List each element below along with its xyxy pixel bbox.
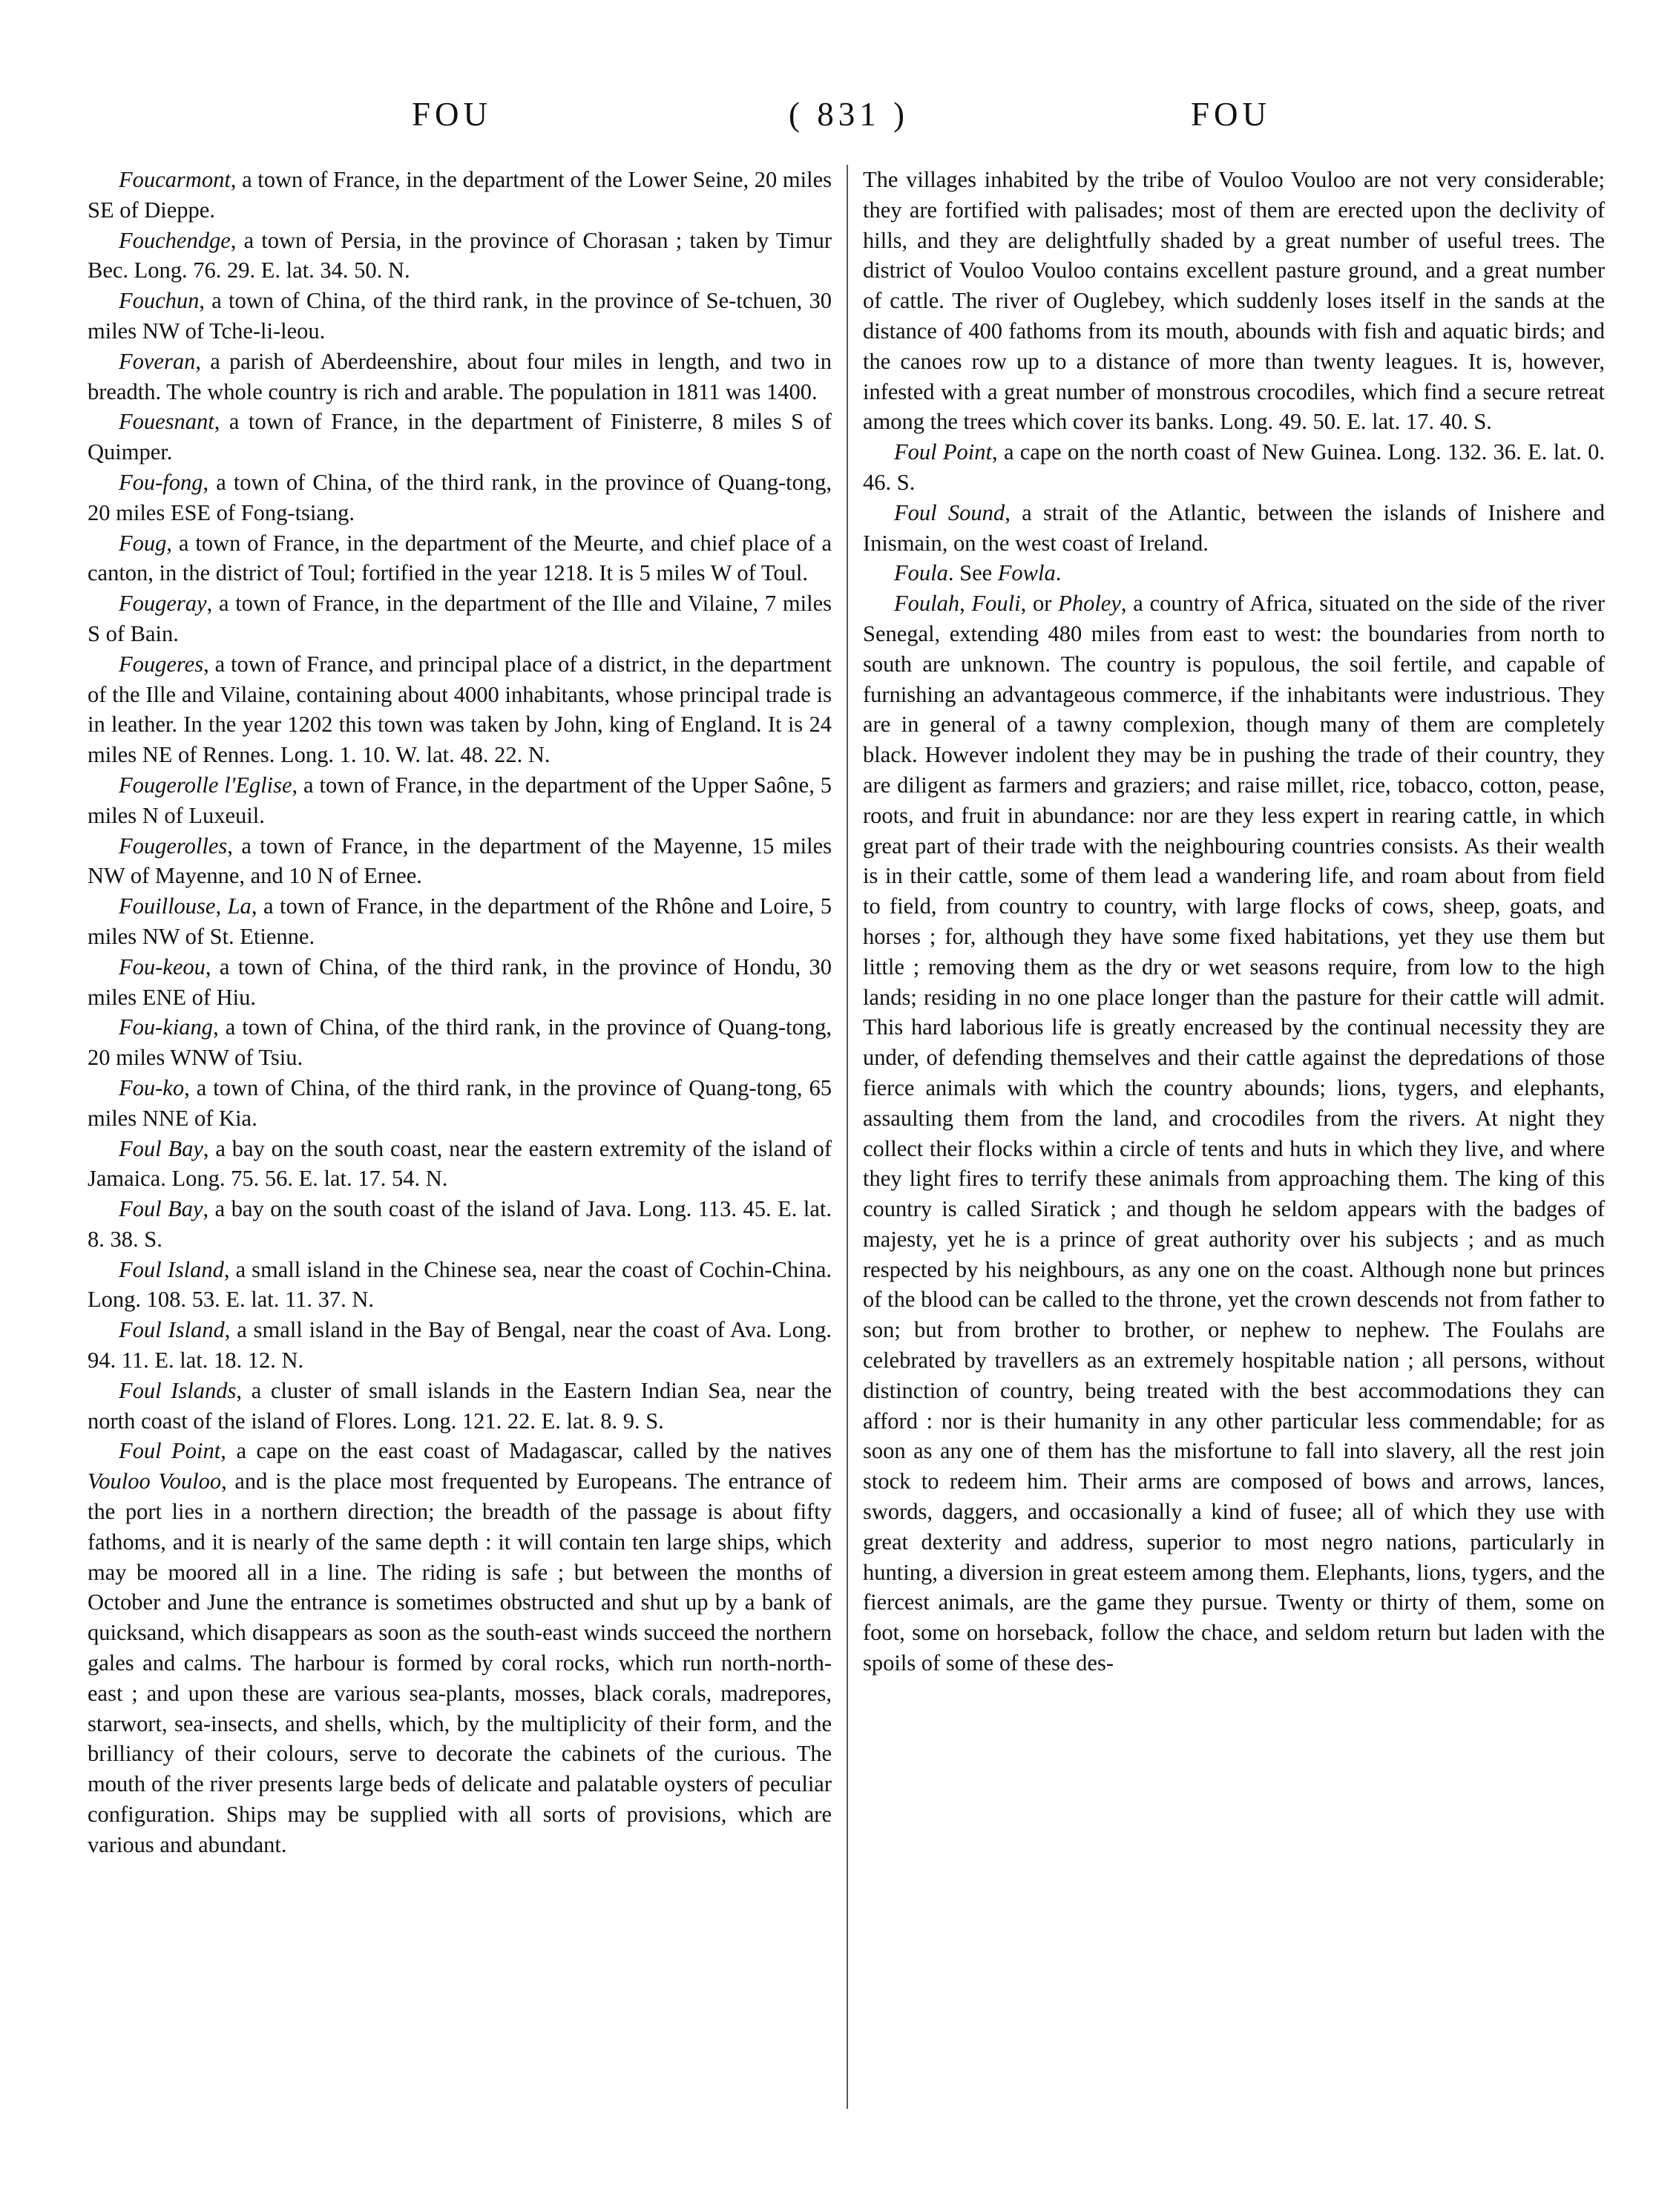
entry-text: , a town of France, in the department of the Ille and Vilaine, 7 miles S of Bain. <box>88 591 832 646</box>
entry <box>88 831 832 892</box>
headword: Foucarmont <box>119 167 231 192</box>
entry-continuation: The villages inhabited by the tribe of Vouloo Vouloo are not very considerable; they are fortified with palisades; most of them are erected upon the declivity of hills, and they are delightfully shaded by a great number of useful trees. The district of Vouloo Vouloo contains excellent pasture ground, and a great number of cattle. The river of Ouglebey, which suddenly loses itself in the sands at the distance of 400 fathoms from its mouth, abounds with fish and aquatic birds; and the canoes row up to a distance of more than twenty leagues. It is, however, infested with a great number of monstrous crocodiles, which find a secure retreat among the trees which cover its banks. Long. 49. 50. E. lat. 17. 40. S. <box>863 167 1605 435</box>
headword: Fougerolles <box>119 833 228 859</box>
entry-text: , a town of France, in the department of the Lower Seine, 20 miles SE of Dieppe. <box>88 167 832 223</box>
entry <box>88 1194 832 1255</box>
headword-variant: Pholey <box>1058 591 1121 617</box>
entry-text: , or <box>1020 591 1059 617</box>
headword: Foul Sound <box>894 499 1005 525</box>
headword: Fou-keou <box>119 954 206 979</box>
entry <box>88 588 832 649</box>
entry-text: , a town of France, in the department of Finisterre, 8 miles S of Quimper. <box>88 409 832 465</box>
entry <box>863 498 1605 559</box>
entry-text: . <box>1055 560 1062 586</box>
entry-text: , a town of China, of the third rank, in the province of Quang-tong, 20 miles WNW of Tsiu. <box>88 1014 832 1071</box>
running-head-left: FOU <box>412 96 493 133</box>
entry <box>88 1436 832 1860</box>
entry-text: , a bay on the south coast of the island of Java. Long. 113. 45. E. lat. 8. 38. S. <box>88 1196 832 1252</box>
cross-reference: Fowla <box>997 560 1056 586</box>
entry-text: , a town of France, and principal place of a district, in the department of the Ille and Vilaine, containing about 4000 inhabitants, whose principal trade is in leather. In the year 1202 this town was taken by John, king of England. It is 24 miles NE of Rennes. Long. 1. 10. W. lat. 48. 22. N. <box>88 651 832 768</box>
italic-term: Vouloo Vouloo <box>88 1468 222 1494</box>
headword: Foulah <box>894 591 960 617</box>
running-head-right: FOU <box>1191 96 1272 133</box>
entry <box>88 347 832 407</box>
entry <box>88 528 832 589</box>
entry <box>88 1255 832 1316</box>
headword: Foug <box>119 530 167 556</box>
headword: Foveran <box>119 348 196 374</box>
headword: Foul Point <box>119 1438 221 1464</box>
headword: Fougeray <box>119 591 207 617</box>
headword: Fougeres <box>119 651 204 677</box>
entry-text: , and is the place most frequented by Europeans. The entrance of the port lies in a northern direction; the breadth of the passage is about fifty fathoms, and it is nearly of the same depth : it will contain ten large ships, which may be moored all in a line. The riding is safe ; but between the months of October and June the entrance is sometimes obstructed and shut up by a bank of quicksand, which disappears as soon as the south-east winds succeed the northern gales and calms. The harbour is formed by coral rocks, which run north-north-east ; and upon these are various sea-plants, mosses, black corals, madrepores, starwort, sea-insects, and shells, which, by the multiplicity of their form, and the brilliancy of their colours, serve to decorate the cabinets of the curious. The mouth of the river presents large beds of delicate and palatable oysters of peculiar configuration. Ships may be supplied with all sorts of provisions, which are various and abundant. <box>88 1468 832 1857</box>
entry-text: , a cape on the east coast of Madagascar, called by the natives <box>220 1438 832 1464</box>
entry-text: . See <box>947 560 998 586</box>
entry-text: , a town of France, in the department of the Mayenne, 15 miles NW of Mayenne, and 10 N of Ernee. <box>88 833 832 889</box>
entry-text: , a town of France, in the department of the Meurte, and chief place of a canton, in the district of Toul; fortified in the year 1218. It is 5 miles W of Toul. <box>88 530 832 586</box>
entry-text: , a small island in the Bay of Bengal, near the coast of Ava. Long. 94. 11. E. lat. 18. 12. N. <box>88 1317 832 1374</box>
headword-variant: Fouli <box>971 591 1021 617</box>
entry-text: , a parish of Aberdeenshire, about four miles in length, and two in breadth. The whole country is rich and arable. The population in 1811 was 1400. <box>88 348 832 404</box>
headword: Foula <box>894 560 948 586</box>
headword: Fou-fong <box>119 469 203 495</box>
entry-text: , a town of China, of the third rank, in the province of Se-tchuen, 30 miles NW of Tche-li-leou. <box>88 288 832 344</box>
headword: Foul Point <box>894 439 992 465</box>
headword: Fougerolle l'Eglise <box>119 772 292 798</box>
entry <box>88 407 832 467</box>
entry-text: , a bay on the south coast, near the eastern extremity of the island of Jamaica. Long. 75. 56. E. lat. 17. 54. N. <box>88 1135 832 1192</box>
entry <box>88 1315 832 1376</box>
headword: Fouillouse, La <box>119 893 252 919</box>
right-column <box>863 165 1605 1678</box>
entry <box>88 1134 832 1195</box>
entry <box>88 1012 832 1073</box>
headword: Fouchendge <box>119 227 231 253</box>
entry <box>863 437 1605 498</box>
headword: Foul Island <box>119 1317 225 1343</box>
column-divider <box>847 165 848 2109</box>
entry-text: , a town of France, in the department of the Upper Saône, 5 miles N of Luxeuil. <box>88 772 832 828</box>
entry <box>88 891 832 952</box>
entry-text: , a town of France, in the department of the Rhône and Loire, 5 miles NW of St. Etienne. <box>88 893 832 949</box>
entry <box>863 558 1605 588</box>
headword: Fouchun <box>119 288 200 314</box>
headword: Foul Bay <box>119 1135 203 1161</box>
entry <box>88 467 832 528</box>
entry <box>88 649 832 770</box>
entry <box>88 952 832 1013</box>
entry <box>88 286 832 347</box>
headword: Fouesnant <box>119 409 214 435</box>
headword: Fou-ko <box>119 1074 185 1100</box>
entry-text: , a cluster of small islands in the Eastern Indian Sea, near the north coast of the island of Flores. Long. 121. 22. E. lat. 8. 9. S. <box>88 1377 832 1434</box>
entry-text: , a small island in the Chinese sea, near the coast of Cochin-China. Long. 108. 53. E. lat. 11. 37. N. <box>88 1256 832 1313</box>
entry <box>863 588 1605 1678</box>
headword: Foul Islands <box>119 1377 237 1403</box>
left-column <box>88 165 832 1860</box>
entry-text: , a strait of the Atlantic, between the islands of Inishere and Inismain, on the west coast of Ireland. <box>863 499 1606 556</box>
page-number: ( 831 ) <box>789 96 909 133</box>
entry <box>88 226 832 286</box>
entry-text: , a town of China, of the third rank, in the province of Quang-tong, 20 miles ESE of Fong-tsiang. <box>88 469 832 525</box>
headword: Foul Island <box>119 1256 224 1282</box>
entry-text: , a town of Persia, in the province of Chorasan ; taken by Timur Bec. Long. 76. 29. E. lat. 34. 50. N. <box>88 227 832 283</box>
headword: Fou-kiang <box>119 1014 214 1040</box>
entry-text: , a country of Africa, situated on the side of the river Senegal, extending 480 miles from east to west: the boundaries from north to south are unknown. The country is populous, the soil fertile, and capable of furnishing an advantageous commerce, if the inhabitants were industrious. They are in general of a tawny complexion, though many of them are completely black. However indolent they may be in pushing the trade of their country, they are diligent as farmers and graziers; and raise millet, rice, tobacco, cotton, pease, roots, and fruit in abundance: nor are they less expert in rearing cattle, in which great part of their trade with the neighbouring countries consists. As their wealth is in their cattle, some of them lead a wandering life, and roam about from field to field, from country to country, with large flocks of cows, sheep, goats, and horses ; for, although they have some fixed habitations, yet they use them but little ; removing them as the dry or wet seasons require, from low to the high lands; residing in no one place longer than the pasture for their cattle will admit. This hard laborious life is greatly encreased by the continual necessity they are under, of defending themselves and their cattle against the depredations of those fierce animals with which the country abounds; lions, tygers, and elephants, assaulting them from the land, and crocodiles from the rivers. At night they collect their flocks within a circle of tents and huts in which they live, and where they light fires to terrify these animals from approaching them. The king of this country is called Siratick ; and though he seldom appears with the badges of majesty, yet he is a prince of great authority over his subjects ; and as much respected by his neighbours, as any one on the coast. Although none but princes of the blood can be called to the throne, yet the crown descends not from father to son; but from brother to brother, or nephew to nephew. The Foulahs are celebrated by travellers as an extremely hospitable nation ; all persons, without distinction of country, being treated with the best accommodations they can afford : nor is their humanity in any other particular less commendable; for as soon as any one of them has the misfortune to fall into slavery, all the rest join stock to redeem him. Their arms are composed of bows and arrows, lances, swords, daggers, and occasionally a kind of fusee; all of which they use with great dexterity and address, superior to most negro nations, particularly in hunting, a diversion in great esteem among them. Elephants, lions, tygers, and the fiercest animals, are the game they pursue. Twenty or thirty of them, some on foot, some on horseback, follow the chace, and seldom return but laden with the spoils of some of these des- <box>863 591 1605 1676</box>
entry <box>88 1376 832 1437</box>
entry-text: , a cape on the north coast of New Guinea. Long. 132. 36. E. lat. 0. 46. S. <box>863 439 1605 495</box>
entry <box>88 1073 832 1134</box>
entry <box>88 165 832 226</box>
entry <box>88 770 832 831</box>
entry-text: , <box>959 591 972 617</box>
headword: Foul Bay <box>119 1196 203 1222</box>
running-head <box>0 95 1679 147</box>
entry-text: , a town of China, of the third rank, in the province of Hondu, 30 miles ENE of Hiu. <box>88 954 832 1010</box>
entry-text: , a town of China, of the third rank, in the province of Quang-tong, 65 miles NNE of Kia. <box>88 1074 832 1131</box>
